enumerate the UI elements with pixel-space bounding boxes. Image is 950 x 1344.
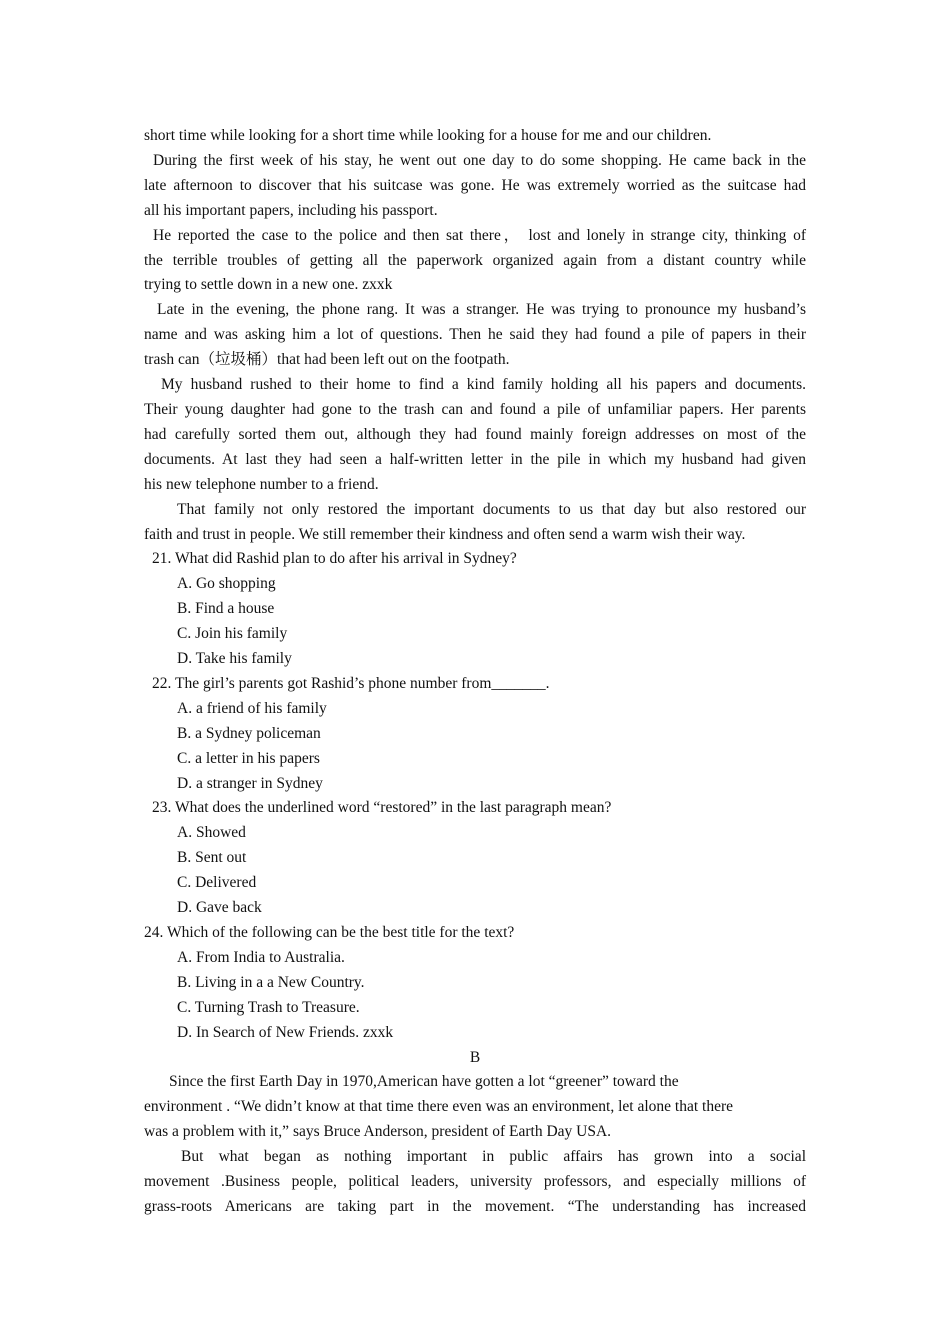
section-heading: B xyxy=(469,1048,481,1066)
passage-line: movement .Business people, political leaders, university professors, and especially millions of xyxy=(144,1173,806,1191)
answer-option: A. From India to Australia. xyxy=(177,948,345,966)
question-stem: 23. What does the underlined word “restored” in the last paragraph mean? xyxy=(152,799,612,817)
answer-option: C. Join his family xyxy=(177,625,288,643)
passage-line: Their young daughter had gone to the trash can and found a pile of unfamiliar papers. Her parents xyxy=(144,400,806,418)
passage-line: grass-roots Americans are taking part in the movement. “The understanding has increased xyxy=(144,1197,806,1215)
passage-line: trash can（垃圾桶）that had been left out on the footpath. xyxy=(144,351,510,369)
passage-line: short time while looking for a short time while looking for a house for me and our children. xyxy=(144,127,712,144)
answer-option: B. Find a house xyxy=(177,600,275,618)
passage-line: had carefully sorted them out, although they had found mainly foreign addresses on most of the xyxy=(144,425,806,443)
document-page xyxy=(144,124,806,1220)
answer-option: C. Turning Trash to Treasure. xyxy=(177,998,360,1016)
passage-line: faith and trust in people. We still remember their kindness and often send a warm wish their way. xyxy=(144,525,746,543)
passage-line: He reported the case to the police and then sat there， lost and lonely in strange city, thinking of xyxy=(153,226,806,244)
question-stem: 24. Which of the following can be the best title for the text? xyxy=(144,924,515,941)
answer-option: D. Gave back xyxy=(177,899,262,917)
answer-option: A. a friend of his family xyxy=(177,699,327,717)
passage-line: Late in the evening, the phone rang. It was a stranger. He was trying to pronounce my husband’s xyxy=(157,301,806,319)
passage-line: name and was asking him a lot of questions. Then he said they had found a pile of papers in their xyxy=(144,326,806,344)
passage-line: environment . “We didn’t know at that time there even was an environment, let alone that there xyxy=(144,1098,733,1116)
question-stem: 22. The girl’s parents got Rashid’s phone number from_______. xyxy=(152,674,550,692)
passage-line: was a problem with it,” says Bruce Anderson, president of Earth Day USA. xyxy=(144,1123,612,1141)
passage-line: all his important papers, including his passport. xyxy=(144,201,438,219)
passage-line: documents. At last they had seen a half-written letter in the pile in which my husband had given xyxy=(144,450,806,468)
answer-option: D. a stranger in Sydney xyxy=(177,774,323,792)
passage-line: Since the first Earth Day in 1970,American have gotten a lot “greener” toward the xyxy=(169,1073,679,1091)
answer-option: A. Showed xyxy=(177,824,246,842)
passage-line: the terrible troubles of getting all the paperwork organized again from a distant country while xyxy=(144,251,806,269)
answer-option: B. Sent out xyxy=(177,849,247,867)
passage-line: late afternoon to discover that his suitcase was gone. He was extremely worried as the suitcase had xyxy=(144,176,806,194)
question-stem: 21. What did Rashid plan to do after his arrival in Sydney? xyxy=(152,550,517,568)
answer-option: D. Take his family xyxy=(177,650,292,668)
answer-option: B. a Sydney policeman xyxy=(177,724,321,742)
passage-line: During the first week of his stay, he went out one day to do some shopping. He came back in the xyxy=(153,151,806,169)
passage-line: My husband rushed to their home to find a kind family holding all his papers and documents. xyxy=(161,376,806,394)
answer-option: A. Go shopping xyxy=(177,575,276,593)
passage-line: trying to settle down in a new one. zxxk xyxy=(144,276,393,294)
answer-option: D. In Search of New Friends. zxxk xyxy=(177,1023,394,1041)
passage-line: But what began as nothing important in public affairs has grown into a social xyxy=(181,1148,806,1166)
passage-line: his new telephone number to a friend. xyxy=(144,475,379,493)
answer-option: C. Delivered xyxy=(177,874,257,892)
passage-line: That family not only restored the important documents to us that day but also restored our xyxy=(177,500,806,518)
answer-option: B. Living in a a New Country. xyxy=(177,973,365,991)
answer-option: C. a letter in his papers xyxy=(177,749,320,767)
